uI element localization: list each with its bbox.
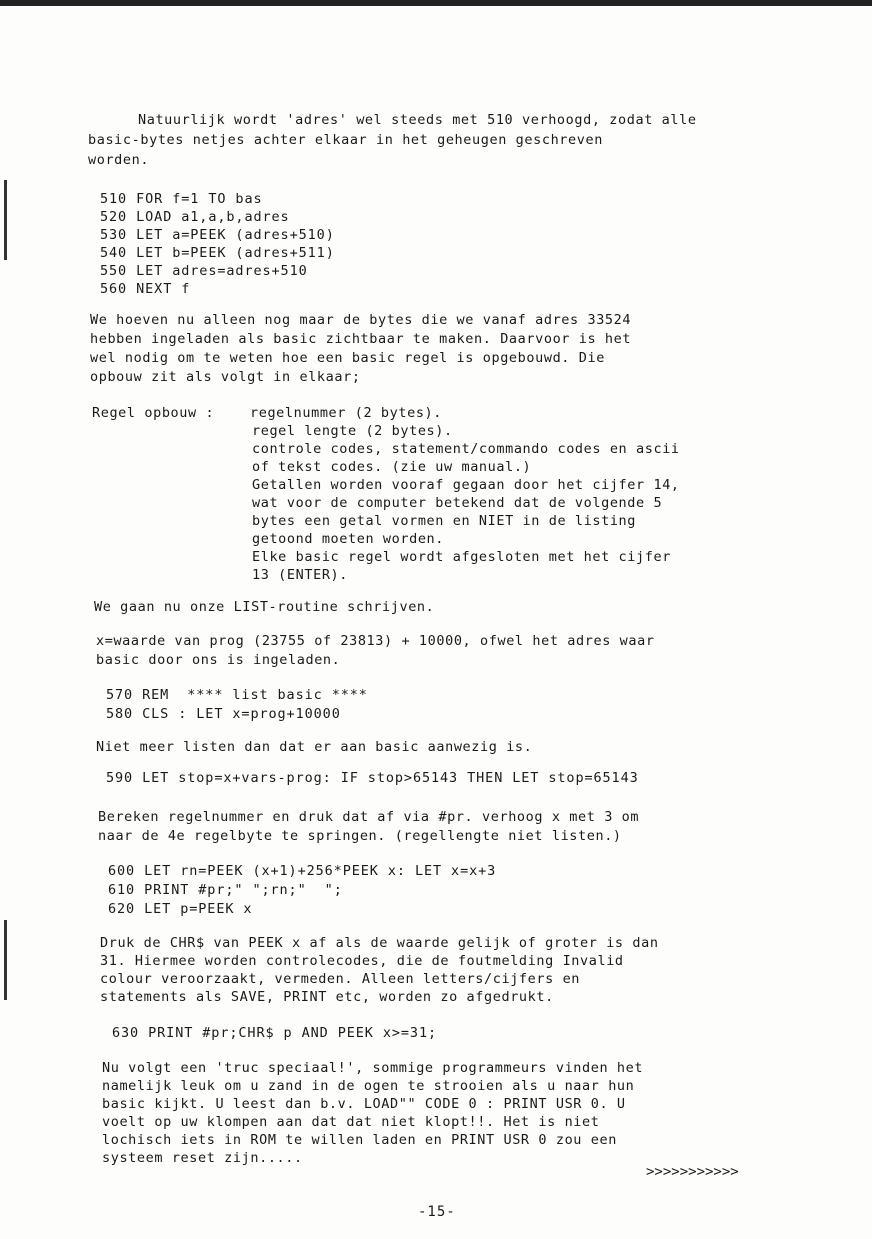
paragraph-line: x=waarde van prog (23755 of 23813) + 10000, ofwel het adres waar: [96, 633, 655, 649]
paragraph-line: statements als SAVE, PRINT etc, worden zo afgedrukt.: [100, 989, 554, 1005]
code-line: 620 LET p=PEEK x: [108, 901, 253, 917]
code-line: 520 LOAD a1,a,b,adres: [100, 209, 290, 225]
code-line: 560 NEXT f: [100, 281, 191, 297]
regel-line: of tekst codes. (zie uw manual.): [252, 459, 532, 475]
paragraph-line: namelijk leuk om u zand in de ogen te strooien als u naar hun: [102, 1078, 635, 1094]
paragraph-line: voelt op uw klompen aan dat dat niet klopt!!. Het is niet: [102, 1114, 600, 1130]
code-line: 570 REM **** list basic ****: [106, 687, 368, 703]
regel-line: controle codes, statement/commando codes en ascii: [252, 441, 680, 457]
regel-label: Regel opbouw :: [92, 405, 215, 421]
paragraph-line: wel nodig om te weten hoe een basic regel is opgebouwd. Die: [90, 350, 605, 366]
code-line: 580 CLS : LET x=prog+10000: [106, 706, 341, 722]
paragraph-line: worden.: [88, 152, 150, 168]
paragraph-line: lochisch iets in ROM te willen laden en PRINT USR 0 zou een: [102, 1132, 617, 1148]
regel-line: regelnummer (2 bytes).: [250, 405, 443, 421]
code-line: 540 LET b=PEEK (adres+511): [100, 245, 335, 261]
paragraph-line: basic-bytes netjes achter elkaar in het geheugen geschreven: [88, 132, 603, 148]
regel-line: wat voor de computer betekend dat de volgende 5: [252, 495, 663, 511]
regel-line: Elke basic regel wordt afgesloten met het cijfer: [252, 549, 671, 565]
paragraph-line: Nu volgt een 'truc speciaal!', sommige programmeurs vinden het: [102, 1060, 644, 1076]
paragraph-line: Bereken regelnummer en druk dat af via #pr. verhoog x met 3 om: [98, 809, 640, 825]
regel-line: getoond moeten worden.: [252, 531, 445, 547]
paragraph-line: hebben ingeladen als basic zichtbaar te maken. Daarvoor is het: [90, 331, 632, 347]
regel-line: bytes een getal vormen en NIET in de listing: [252, 513, 637, 529]
regel-line: Getallen worden vooraf gegaan door het cijfer 14,: [252, 477, 680, 493]
code-line: 510 FOR f=1 TO bas: [100, 191, 263, 207]
paragraph-line: Natuurlijk wordt 'adres' wel steeds met 510 verhoogd, zodat alle: [138, 112, 697, 128]
continuation-marker: >>>>>>>>>>>: [646, 1164, 739, 1180]
paragraph-line: opbouw zit als volgt in elkaar;: [90, 369, 361, 385]
paragraph-line: We hoeven nu alleen nog maar de bytes die we vanaf adres 33524: [90, 312, 632, 328]
code-line: 600 LET rn=PEEK (x+1)+256*PEEK x: LET x=x+3: [108, 863, 497, 879]
code-line: 630 PRINT #pr;CHR$ p AND PEEK x>=31;: [112, 1025, 437, 1041]
paragraph-line: basic kijkt. U leest dan b.v. LOAD"" CODE 0 : PRINT USR 0. U: [102, 1096, 626, 1112]
code-line: 590 LET stop=x+vars-prog: IF stop>65143 THEN LET stop=65143: [106, 770, 639, 786]
paragraph-line: systeem reset zijn.....: [102, 1150, 303, 1166]
code-line: 550 LET adres=adres+510: [100, 263, 308, 279]
regel-line: 13 (ENTER).: [252, 567, 349, 583]
regel-line: regel lengte (2 bytes).: [252, 423, 453, 439]
paragraph-line: Druk de CHR$ van PEEK x af als de waarde gelijk of groter is dan: [100, 935, 659, 951]
paragraph-line: Niet meer listen dan dat er aan basic aanwezig is.: [96, 739, 533, 755]
code-line: 610 PRINT #pr;" ";rn;" ";: [108, 882, 343, 898]
paragraph-line: basic door ons is ingeladen.: [96, 652, 341, 668]
page-number: -15-: [418, 1204, 456, 1220]
paragraph-line: naar de 4e regelbyte te springen. (regellengte niet listen.): [98, 828, 622, 844]
paragraph-line: We gaan nu onze LIST-routine schrijven.: [94, 599, 435, 615]
paragraph-line: colour veroorzaakt, vermeden. Alleen letters/cijfers en: [100, 971, 581, 987]
paragraph-line: 31. Hiermee worden controlecodes, die de foutmelding Invalid: [100, 953, 624, 969]
code-line: 530 LET a=PEEK (adres+510): [100, 227, 335, 243]
